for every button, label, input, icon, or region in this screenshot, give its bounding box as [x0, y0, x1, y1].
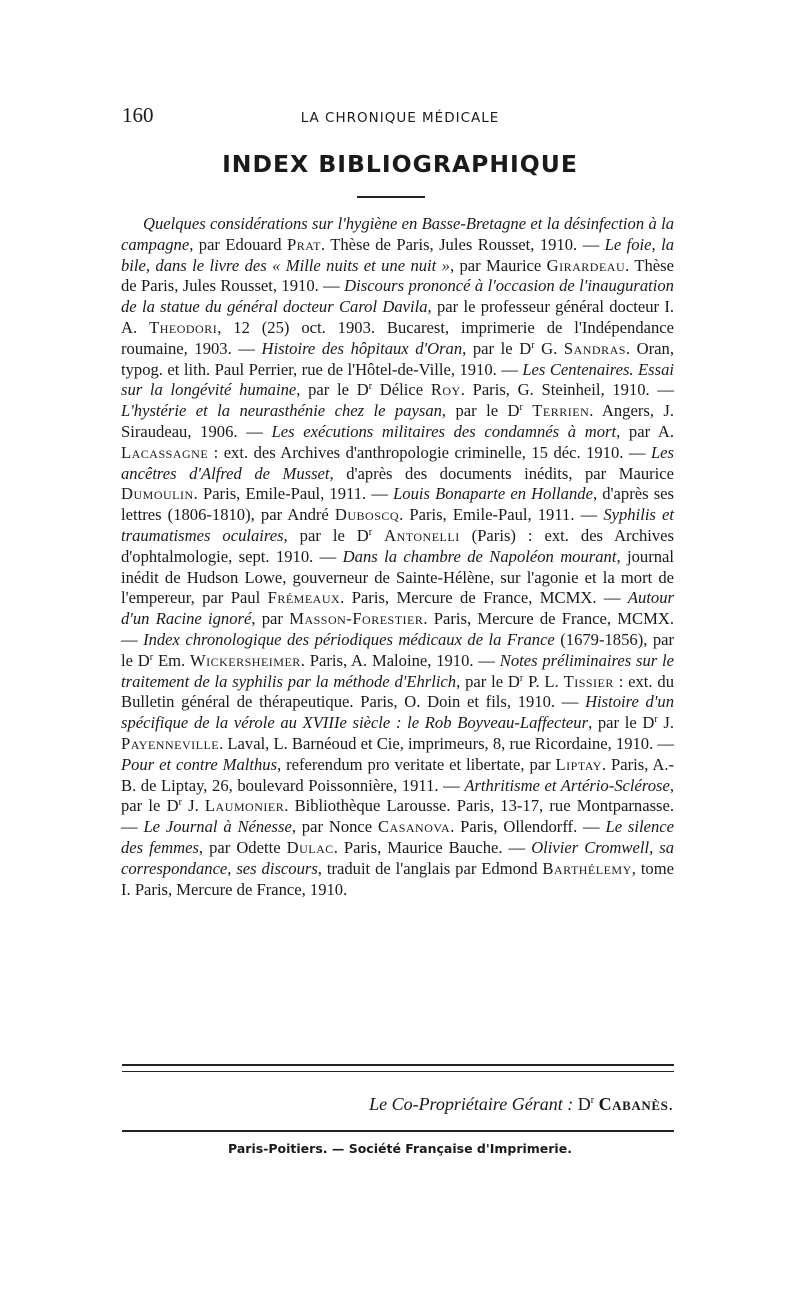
entry-text: P. L.	[523, 671, 564, 691]
entry-title: Les ancêtres d'Alfred de Musset	[121, 442, 674, 483]
signature-name: Cabanès	[598, 1094, 669, 1114]
entry-sup: r	[149, 651, 154, 663]
entry-sup: r	[654, 714, 658, 726]
entry-author: Wickersheimer	[189, 650, 301, 670]
entry-text: . Laval, L. Barnéoud et Cie, imprimeurs, 8, rue Ricordaine, 1910. —	[219, 733, 674, 753]
entry-sup: r	[178, 797, 182, 809]
bibliography-list	[121, 214, 674, 900]
entry-title: Autour d'un Racine ignoré	[121, 588, 674, 629]
entry-text: , journal inédit de Hudson Lowe, gouverneur de Sainte-Hélène, sur l'agonie et la mort de l'empereur, par Paul	[121, 546, 674, 608]
entry-author: Payenneville	[121, 733, 220, 753]
entry-title: Le silence des femmes	[121, 817, 674, 857]
entry-author: Duboscq	[334, 505, 400, 525]
entry-text: . Thèse de Paris, Jules Rousset, 1910. —	[320, 234, 605, 254]
entry-title: Le foie, la bile, dans le livre des « Mille nuits et une nuit »	[121, 234, 674, 275]
entry-author: Tissier	[563, 671, 614, 691]
entry-author: Casanova	[377, 817, 451, 837]
entry-sup: r	[368, 381, 373, 393]
entry-text: . Oran, typog. et lith. Paul Perrier, rue de l'Hôtel-de-Ville, 1910. —	[121, 338, 674, 379]
entry-text: . Angers, J. Siraudeau, 1906. —	[121, 401, 675, 441]
entry-text: , 12 (25) oct. 1903. Bucarest, imprimerie de l'Indépendance roumaine, 1903. —	[121, 317, 675, 358]
entry-text: . Paris, G. Steinheil, 1910. —	[460, 380, 675, 400]
entry-text: . Paris, A.-B. de Liptay, 26, boulevard Poissonnière, 1911. —	[121, 754, 674, 795]
entry-author: Lacassagne	[121, 442, 209, 462]
entry-author: Girardeau	[546, 255, 626, 275]
entry-text: : ext. des Archives d'anthropologie criminelle, 15 déc. 1910. —	[208, 442, 651, 462]
entry-text: Em.	[153, 650, 190, 670]
entry-text: , par	[251, 609, 290, 629]
imprint-rule	[122, 1130, 674, 1132]
entry-title: Syphilis et traumatismes oculaires	[121, 505, 674, 545]
entry-title: Louis Bonaparte en Hollande	[393, 484, 593, 504]
entry-title: Le Journal à Nénesse	[143, 817, 292, 837]
entry-text: Délice	[372, 380, 431, 400]
entry-text: , traduit de l'anglais par Edmond	[317, 858, 543, 878]
entry-text: . Paris, Mercure de France, MCMX. —	[340, 588, 628, 608]
entry-text: , referendum pro veritate et libertate, par	[277, 754, 556, 774]
entry-title: Les Centenaires. Essai sur la longévité humaine	[121, 359, 675, 400]
page-title: INDEX BIBLIOGRAPHIQUE	[222, 150, 578, 178]
entry-title: Dans la chambre de Napoléon mourant	[342, 546, 617, 566]
entry-text	[372, 526, 384, 545]
entry-author: Masson-Forestier	[289, 609, 424, 629]
entry-text: . Bibliothèque Larousse. Paris, 13-17, rue Montparnasse. —	[121, 796, 674, 837]
signature-line	[0, 1094, 673, 1115]
entry-author: Terrien	[532, 401, 590, 421]
signature-label: Le Co-Propriétaire Gérant :	[369, 1094, 578, 1114]
entry-title: Olivier Cromwell, sa correspondance, ses discours	[121, 837, 674, 878]
entry-author: Antonelli	[384, 525, 460, 545]
running-head: LA CHRONIQUE MÉDICALE	[300, 110, 500, 126]
entry-text	[523, 401, 532, 420]
entry-text: , par Nonce	[291, 817, 378, 837]
entry-title: Arthritisme et Artério-Sclérose	[464, 775, 670, 795]
footer-rule-top	[122, 1064, 674, 1066]
entry-text: , tome I. Paris, Mercure de France, 1910.	[121, 858, 675, 899]
entry-text: J.	[181, 796, 205, 816]
entry-text: , par Edouard	[189, 234, 288, 254]
entry-author: Frémeaux	[267, 588, 341, 608]
entry-text: . Paris, Emile-Paul, 1911. —	[193, 484, 394, 504]
entry-sup: r	[368, 526, 373, 538]
entry-title: Index chronologique des périodiques médicaux de la France	[143, 629, 555, 649]
entry-text: . Paris, A. Maloine, 1910. —	[300, 650, 500, 670]
entry-text: G.	[534, 338, 564, 358]
entry-author: Barthélemy	[542, 858, 632, 878]
footer-rule-thin	[122, 1071, 674, 1072]
entry-text: (1679-1856), par le D	[121, 629, 675, 670]
entry-text: . Thèse de Paris, Jules Rousset, 1910. —	[121, 255, 674, 296]
signature-title: D	[577, 1094, 591, 1114]
entry-title: Histoire d'un spécifique de la vérole au XVIIIe siècle : le Rob Boyveau-Laffecteur	[121, 692, 674, 733]
entry-text: , par le D	[296, 380, 369, 400]
entry-title: Notes préliminaires sur le traitement de la syphilis par la méthode d'Ehrlich	[121, 650, 674, 691]
entry-text: , d'après ses lettres (1806-1810), par André	[121, 484, 674, 525]
title-rule	[357, 196, 425, 198]
entry-text: , par le D	[441, 401, 520, 421]
imprint: Paris-Poitiers. — Société Française d'Imprimerie.	[228, 1141, 572, 1156]
signature-dot: .	[668, 1094, 673, 1114]
entry-author: Dulac	[286, 837, 334, 857]
entry-author: Dumoulin	[121, 484, 194, 504]
entry-author: Theodori	[149, 317, 218, 337]
page-number: 160	[122, 103, 154, 127]
entry-text: , par le D	[121, 775, 674, 816]
entry-sup: r	[519, 672, 524, 684]
entry-text: : ext. du Bulletin général de thérapeutique. Paris, O. Doin et fils, 1910. —	[121, 671, 674, 712]
entry-text: , par le D	[283, 525, 369, 545]
entry-author: Sandras	[563, 338, 626, 358]
entry-text: . Paris, Mercure de France, MCMX. —	[121, 609, 674, 649]
entry-title: Discours prononcé à l'occasion de l'inauguration de la statue du général docteur Carol Davila	[121, 276, 674, 317]
entry-title: Quelques considérations sur l'hygiène en Basse-Bretagne et la désinfection à la campagne	[121, 214, 674, 254]
entry-text: , par Odette	[198, 837, 287, 857]
entry-text: , par le D	[462, 338, 532, 358]
entry-title: L'hystérie et la neurasthénie chez le paysan	[121, 401, 442, 421]
entry-text: . Paris, Maurice Bauche. —	[333, 837, 532, 857]
entry-title: Les exécutions militaires des condamnés à mort	[271, 421, 617, 441]
entry-title: Pour et contre Malthus	[121, 754, 278, 774]
entry-text: , par Maurice	[449, 255, 547, 275]
entry-sup: r	[531, 339, 535, 351]
entry-author: Roy	[430, 380, 461, 400]
entry-sup: r	[519, 402, 523, 414]
entry-text: J.	[657, 713, 674, 733]
entry-text: , d'après des documents inédits, par Maurice	[329, 463, 674, 483]
entry-text: , par le professeur général docteur I. A.	[121, 297, 674, 337]
entry-title: Histoire des hôpitaux d'Oran	[261, 338, 463, 358]
entry-author: Laumonier	[204, 796, 285, 816]
entry-author: Liptay	[555, 754, 602, 774]
signature-title-sup: r	[590, 1095, 595, 1106]
entry-text: , par le D	[588, 713, 655, 733]
entry-text: (Paris) : ext. des Archives d'ophtalmologie, sept. 1910. —	[121, 525, 674, 566]
entry-text: , par le D	[456, 671, 520, 691]
entry-text: . Paris, Ollendorff. —	[450, 817, 606, 837]
entry-text: . Paris, Emile-Paul, 1911. —	[399, 505, 604, 525]
entry-author: Prat	[287, 234, 321, 254]
entry-text: , par A.	[616, 421, 674, 441]
